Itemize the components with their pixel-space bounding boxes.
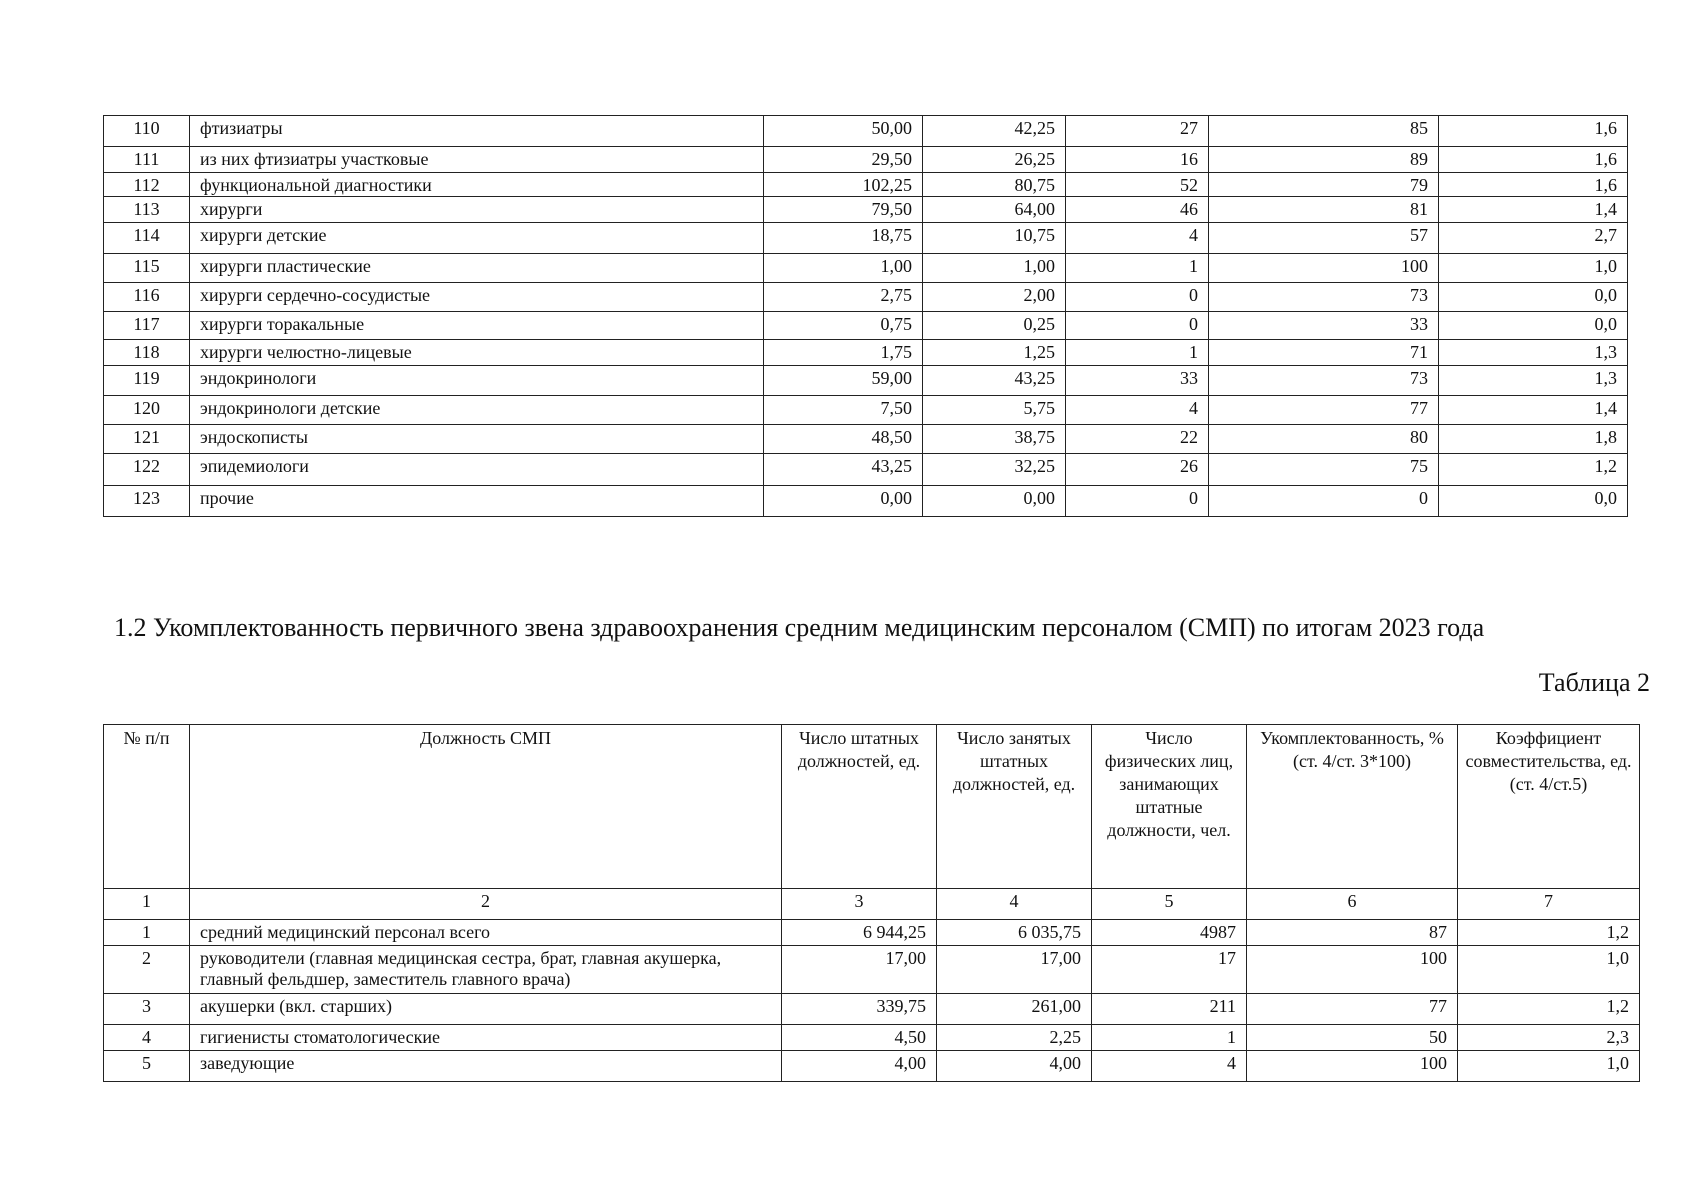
table-row [104, 1025, 1640, 1051]
combination-coefficient-cell: 1,0 [1439, 254, 1628, 283]
table-row [104, 1051, 1640, 1082]
table-row [104, 994, 1640, 1025]
individuals-cell: 1 [1066, 340, 1209, 366]
column-number-cell: 3 [782, 889, 937, 920]
combination-coefficient-cell: 1,2 [1458, 994, 1640, 1025]
combination-coefficient-cell: 1,3 [1439, 366, 1628, 396]
row-number-cell: 117 [104, 312, 190, 340]
table-row [104, 486, 1628, 517]
row-number-cell: 120 [104, 396, 190, 425]
table-row [104, 254, 1628, 283]
staffing-rate-cell: 77 [1247, 994, 1458, 1025]
individuals-cell: 0 [1066, 486, 1209, 517]
combination-coefficient-cell: 1,0 [1458, 946, 1640, 994]
occupied-positions-cell: 10,75 [923, 223, 1066, 254]
position-name-cell: хирурги торакальные [190, 312, 764, 340]
staffing-rate-cell: 87 [1247, 920, 1458, 946]
staff-positions-cell: 48,50 [764, 425, 923, 454]
table-row [104, 173, 1628, 197]
position-name-cell: функциональной диагностики [190, 173, 764, 197]
staff-positions-cell: 43,25 [764, 454, 923, 486]
staff-positions-cell: 4,00 [782, 1051, 937, 1082]
occupied-positions-cell: 80,75 [923, 173, 1066, 197]
staff-positions-cell: 18,75 [764, 223, 923, 254]
header-combination-coefficient: Коэффициент совместительства, ед. (ст. 4/ст.5) [1458, 725, 1640, 889]
staff-positions-cell: 1,00 [764, 254, 923, 283]
row-number-cell: 122 [104, 454, 190, 486]
position-name-cell: хирурги пластические [190, 254, 764, 283]
table2-header [104, 725, 1640, 920]
column-number-cell: 6 [1247, 889, 1458, 920]
table-row [104, 366, 1628, 396]
individuals-cell: 1 [1066, 254, 1209, 283]
position-name-cell: эндокринологи [190, 366, 764, 396]
staff-positions-cell: 4,50 [782, 1025, 937, 1051]
position-name-cell: прочие [190, 486, 764, 517]
table-row [104, 223, 1628, 254]
combination-coefficient-cell: 2,7 [1439, 223, 1628, 254]
staff-positions-cell: 59,00 [764, 366, 923, 396]
position-name-cell: хирурги челюстно-лицевые [190, 340, 764, 366]
individuals-cell: 1 [1092, 1025, 1247, 1051]
combination-coefficient-cell: 1,6 [1439, 147, 1628, 173]
table-row [104, 425, 1628, 454]
staff-positions-cell: 29,50 [764, 147, 923, 173]
row-number-cell: 111 [104, 147, 190, 173]
table-row [104, 283, 1628, 312]
row-number-cell: 123 [104, 486, 190, 517]
individuals-cell: 4987 [1092, 920, 1247, 946]
staffing-rate-cell: 57 [1209, 223, 1439, 254]
staff-positions-cell: 1,75 [764, 340, 923, 366]
individuals-cell: 0 [1066, 312, 1209, 340]
header-row-number: № п/п [104, 725, 190, 889]
occupied-positions-cell: 261,00 [937, 994, 1092, 1025]
header-staffing-rate: Укомплектованность, % (ст. 4/ст. 3*100) [1247, 725, 1458, 889]
occupied-positions-cell: 6 035,75 [937, 920, 1092, 946]
section-heading: 1.2 Укомплектованность первичного звена здравоохранения средним медицинским персоналом (СМП) по итогам 2023 года [114, 613, 1485, 642]
staffing-rate-cell: 81 [1209, 197, 1439, 223]
individuals-cell: 0 [1066, 283, 1209, 312]
combination-coefficient-cell: 2,3 [1458, 1025, 1640, 1051]
individuals-cell: 17 [1092, 946, 1247, 994]
position-name-cell: эндокринологи детские [190, 396, 764, 425]
combination-coefficient-cell: 1,4 [1439, 396, 1628, 425]
staffing-rate-cell: 89 [1209, 147, 1439, 173]
individuals-cell: 4 [1066, 396, 1209, 425]
row-number-cell: 116 [104, 283, 190, 312]
table-row [104, 454, 1628, 486]
individuals-cell: 27 [1066, 116, 1209, 147]
table2-header-row [104, 725, 1640, 889]
staffing-rate-cell: 0 [1209, 486, 1439, 517]
individuals-cell: 211 [1092, 994, 1247, 1025]
occupied-positions-cell: 43,25 [923, 366, 1066, 396]
occupied-positions-cell: 0,00 [923, 486, 1066, 517]
row-number-cell: 115 [104, 254, 190, 283]
occupied-positions-cell: 4,00 [937, 1051, 1092, 1082]
staffing-rate-cell: 33 [1209, 312, 1439, 340]
individuals-cell: 4 [1092, 1051, 1247, 1082]
staff-positions-cell: 102,25 [764, 173, 923, 197]
row-number-cell: 3 [104, 994, 190, 1025]
table-row [104, 946, 1640, 994]
column-number-cell: 4 [937, 889, 1092, 920]
staffing-table-doctors [103, 115, 1628, 517]
position-name-cell: хирурги детские [190, 223, 764, 254]
staff-positions-cell: 7,50 [764, 396, 923, 425]
row-number-cell: 112 [104, 173, 190, 197]
position-name-cell: фтизиатры [190, 116, 764, 147]
header-staff-positions: Число штатных должностей, ед. [782, 725, 937, 889]
column-number-cell: 2 [190, 889, 782, 920]
individuals-cell: 16 [1066, 147, 1209, 173]
staff-positions-cell: 50,00 [764, 116, 923, 147]
staff-positions-cell: 0,00 [764, 486, 923, 517]
staff-positions-cell: 17,00 [782, 946, 937, 994]
occupied-positions-cell: 2,00 [923, 283, 1066, 312]
staffing-rate-cell: 77 [1209, 396, 1439, 425]
column-number-cell: 1 [104, 889, 190, 920]
combination-coefficient-cell: 1,6 [1439, 116, 1628, 147]
staffing-rate-cell: 100 [1247, 946, 1458, 994]
position-name-cell: гигиенисты стоматологические [190, 1025, 782, 1051]
occupied-positions-cell: 5,75 [923, 396, 1066, 425]
staffing-rate-cell: 50 [1247, 1025, 1458, 1051]
position-name-cell: руководители (главная медицинская сестра, брат, главная акушерка, главный фельдшер, заместитель главного врача) [190, 946, 782, 994]
occupied-positions-cell: 2,25 [937, 1025, 1092, 1051]
individuals-cell: 4 [1066, 223, 1209, 254]
staffing-rate-cell: 79 [1209, 173, 1439, 197]
row-number-cell: 2 [104, 946, 190, 994]
column-number-cell: 7 [1458, 889, 1640, 920]
row-number-cell: 113 [104, 197, 190, 223]
occupied-positions-cell: 42,25 [923, 116, 1066, 147]
combination-coefficient-cell: 1,4 [1439, 197, 1628, 223]
table-caption: Таблица 2 [1538, 668, 1650, 697]
row-number-cell: 121 [104, 425, 190, 454]
staffing-rate-cell: 71 [1209, 340, 1439, 366]
staff-positions-cell: 2,75 [764, 283, 923, 312]
row-number-cell: 118 [104, 340, 190, 366]
table-row [104, 396, 1628, 425]
combination-coefficient-cell: 1,6 [1439, 173, 1628, 197]
table1-body [104, 116, 1628, 517]
header-occupied-positions: Число занятых штатных должностей, ед. [937, 725, 1092, 889]
staffing-rate-cell: 100 [1247, 1051, 1458, 1082]
column-number-cell: 5 [1092, 889, 1247, 920]
individuals-cell: 33 [1066, 366, 1209, 396]
row-number-cell: 1 [104, 920, 190, 946]
table-row [104, 197, 1628, 223]
individuals-cell: 52 [1066, 173, 1209, 197]
individuals-cell: 46 [1066, 197, 1209, 223]
table-row [104, 340, 1628, 366]
header-position: Должность СМП [190, 725, 782, 889]
occupied-positions-cell: 1,25 [923, 340, 1066, 366]
staff-positions-cell: 0,75 [764, 312, 923, 340]
staff-positions-cell: 339,75 [782, 994, 937, 1025]
combination-coefficient-cell: 1,0 [1458, 1051, 1640, 1082]
position-name-cell: из них фтизиатры участковые [190, 147, 764, 173]
occupied-positions-cell: 0,25 [923, 312, 1066, 340]
combination-coefficient-cell: 1,2 [1439, 454, 1628, 486]
combination-coefficient-cell: 0,0 [1439, 486, 1628, 517]
position-name-cell: хирурги сердечно-сосудистые [190, 283, 764, 312]
table2-body [104, 920, 1640, 1082]
table-row [104, 147, 1628, 173]
staffing-rate-cell: 73 [1209, 366, 1439, 396]
combination-coefficient-cell: 1,2 [1458, 920, 1640, 946]
position-name-cell: акушерки (вкл. старших) [190, 994, 782, 1025]
row-number-cell: 114 [104, 223, 190, 254]
row-number-cell: 110 [104, 116, 190, 147]
staff-positions-cell: 79,50 [764, 197, 923, 223]
table-row [104, 920, 1640, 946]
row-number-cell: 5 [104, 1051, 190, 1082]
table2-column-numbers [104, 889, 1640, 920]
staffing-rate-cell: 75 [1209, 454, 1439, 486]
combination-coefficient-cell: 0,0 [1439, 312, 1628, 340]
table-row [104, 312, 1628, 340]
row-number-cell: 119 [104, 366, 190, 396]
staffing-rate-cell: 100 [1209, 254, 1439, 283]
staffing-rate-cell: 73 [1209, 283, 1439, 312]
occupied-positions-cell: 64,00 [923, 197, 1066, 223]
occupied-positions-cell: 17,00 [937, 946, 1092, 994]
header-individuals: Число физических лиц, занимающих штатные должности, чел. [1092, 725, 1247, 889]
occupied-positions-cell: 26,25 [923, 147, 1066, 173]
occupied-positions-cell: 32,25 [923, 454, 1066, 486]
staffing-table-nurses [103, 724, 1640, 1082]
occupied-positions-cell: 38,75 [923, 425, 1066, 454]
position-name-cell: эпидемиологи [190, 454, 764, 486]
combination-coefficient-cell: 1,3 [1439, 340, 1628, 366]
row-number-cell: 4 [104, 1025, 190, 1051]
table-row [104, 116, 1628, 147]
position-name-cell: хирурги [190, 197, 764, 223]
staffing-rate-cell: 80 [1209, 425, 1439, 454]
combination-coefficient-cell: 0,0 [1439, 283, 1628, 312]
individuals-cell: 22 [1066, 425, 1209, 454]
position-name-cell: заведующие [190, 1051, 782, 1082]
staff-positions-cell: 6 944,25 [782, 920, 937, 946]
position-name-cell: эндоскописты [190, 425, 764, 454]
position-name-cell: средний медицинский персонал всего [190, 920, 782, 946]
occupied-positions-cell: 1,00 [923, 254, 1066, 283]
staffing-rate-cell: 85 [1209, 116, 1439, 147]
combination-coefficient-cell: 1,8 [1439, 425, 1628, 454]
individuals-cell: 26 [1066, 454, 1209, 486]
